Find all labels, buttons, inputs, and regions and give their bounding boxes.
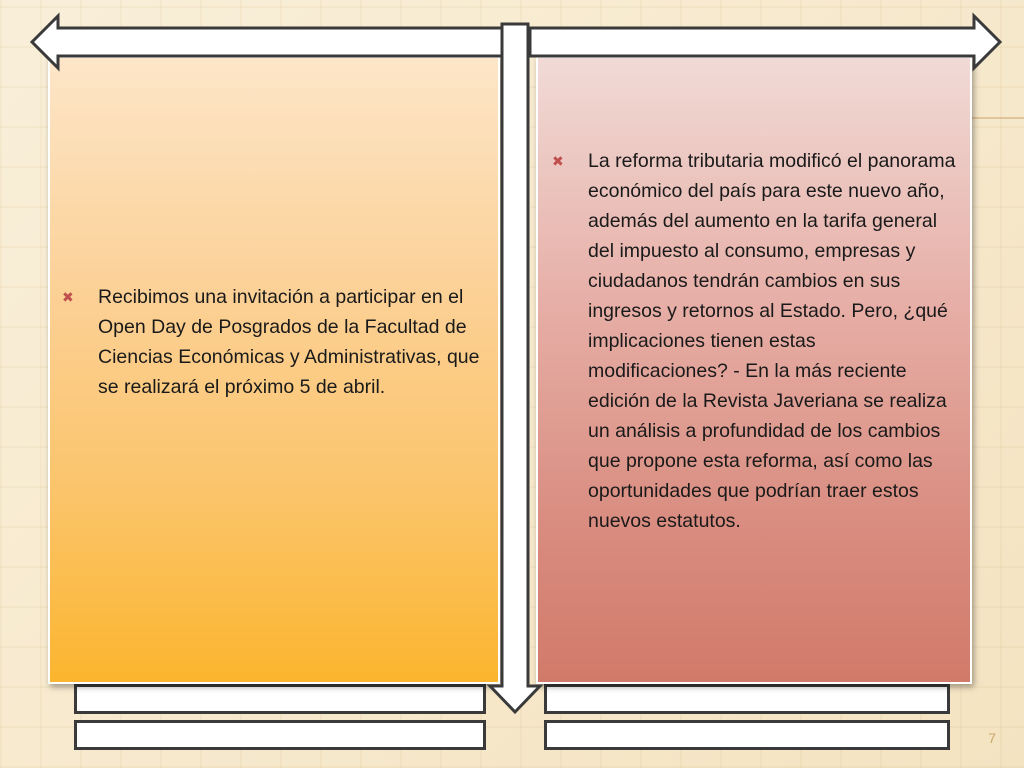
right-bullet-item: [550, 146, 958, 536]
left-bullet-item: [60, 282, 480, 402]
x-bullet-icon: ✖: [62, 289, 74, 305]
right-bullet-text: La reforma tributaria modificó el panorama económico del país para este nuevo año, además del aumento en la tarifa general del impuesto al consumo, empresas y ciudadanos tendrán cambios en sus ingresos y retornos al Estado. Pero, ¿qué implicaciones tienen estas modificaciones? - En la más reciente edición de la Revista Javeriana se realiza un análisis a profundidad de los cambios que propone esta reforma, así como las oportunidades que podrían traer estos nuevos estatutos.: [588, 150, 956, 532]
right-arrow-shape: [530, 16, 1000, 68]
left-arrow-shape: [32, 16, 502, 68]
page-number: 7: [988, 730, 996, 746]
x-bullet-icon: ✖: [552, 153, 564, 169]
down-arrow-shape: [490, 24, 540, 712]
left-bullet-text: Recibimos una invitación a participar en el Open Day de Posgrados de la Facultad de Ciencias Económicas y Administrativas, que se realizará el próximo 5 de abril.: [98, 286, 480, 398]
